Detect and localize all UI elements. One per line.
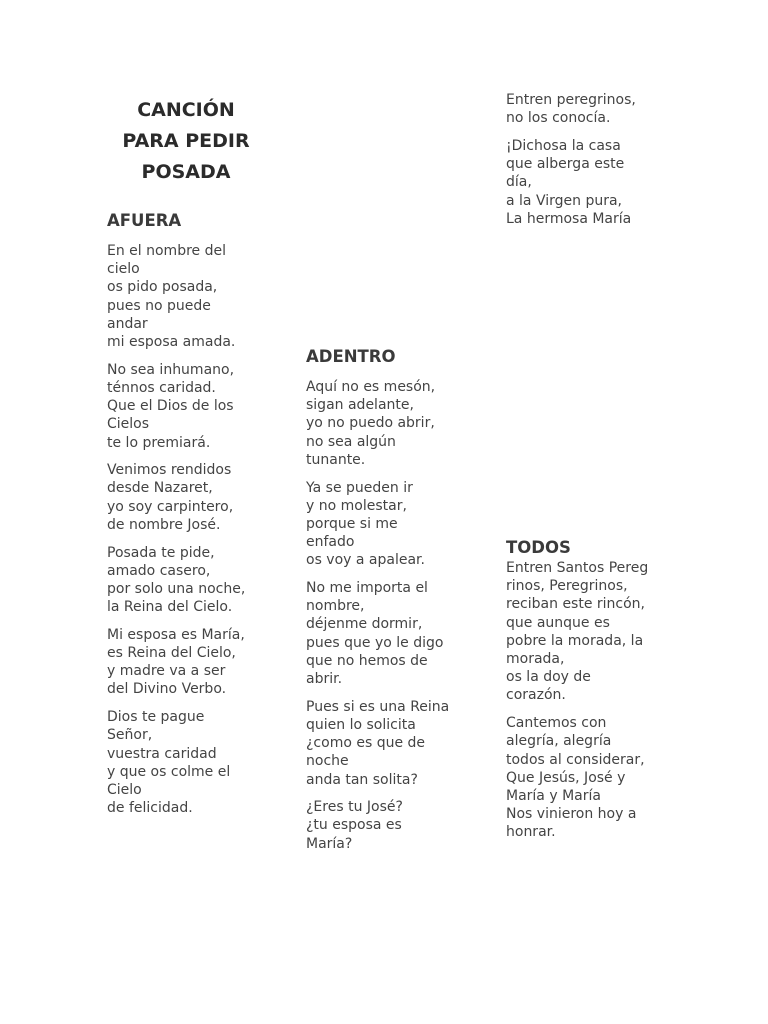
verse-line: María? bbox=[306, 835, 353, 852]
verse-line: déjenme dormir, bbox=[306, 616, 423, 633]
stanza bbox=[107, 361, 267, 452]
page-title: CANCIÓN PARA PEDIR POSADA bbox=[122, 99, 250, 183]
verse-line: tunante. bbox=[306, 451, 366, 468]
verse-line: os pido posada, bbox=[107, 279, 218, 296]
verse-line: ¡Dichosa la casa bbox=[506, 137, 621, 154]
verse-line: Cantemos con bbox=[506, 715, 607, 732]
stanza bbox=[506, 91, 666, 127]
heading-adentro: ADENTRO bbox=[306, 347, 396, 366]
verse-line: no los conocía. bbox=[506, 110, 611, 127]
verse-line: de nombre José. bbox=[107, 516, 221, 533]
verse-line: Mi esposa es María, bbox=[107, 626, 245, 643]
verse-line: anda tan solita? bbox=[306, 771, 418, 788]
verse-line: ¿tu esposa es bbox=[306, 817, 402, 834]
verse-line: que aunque es bbox=[506, 614, 610, 631]
verse-line: que alberga este bbox=[506, 156, 625, 173]
verse-line: y no molestar, bbox=[306, 497, 407, 514]
stanza bbox=[306, 698, 466, 789]
verse-line: Dios te pague bbox=[107, 709, 205, 726]
verse-line: abrir. bbox=[306, 671, 343, 688]
heading-todos: TODOS bbox=[506, 538, 571, 557]
stanza bbox=[306, 579, 466, 688]
verse-line: Señor, bbox=[107, 727, 153, 744]
verse-line: todos al considerar, bbox=[506, 751, 645, 768]
verse-line: Ya se pueden ir bbox=[306, 479, 413, 496]
verse-line: Entren peregrinos, bbox=[506, 92, 636, 108]
verse-line: ténnos caridad. bbox=[107, 379, 216, 396]
verse-line: ¿como es que de bbox=[306, 735, 426, 752]
verse-line: yo soy carpintero, bbox=[107, 498, 234, 515]
song-title bbox=[106, 95, 266, 188]
verse-line: os voy a apalear. bbox=[306, 552, 425, 569]
verse-line: la Reina del Cielo. bbox=[107, 599, 233, 616]
verse-line: por solo una noche, bbox=[107, 580, 246, 597]
verse-line: No me importa el bbox=[306, 580, 428, 597]
verse-line: En el nombre del bbox=[107, 243, 226, 259]
stanza bbox=[506, 559, 666, 705]
stanza bbox=[306, 378, 466, 469]
verse-line: os la doy de bbox=[506, 669, 591, 686]
verse-line: No sea inhumano, bbox=[107, 361, 235, 378]
verse-line: y que os colme el bbox=[107, 763, 231, 780]
stanza bbox=[107, 242, 267, 351]
verse-line: Posada te pide, bbox=[107, 544, 215, 561]
verse-line: morada, bbox=[506, 651, 565, 668]
heading-afuera: AFUERA bbox=[107, 211, 182, 230]
stanza bbox=[107, 461, 267, 534]
verse-line: mi esposa amada. bbox=[107, 334, 236, 351]
verse-line: pues no puede bbox=[107, 297, 211, 314]
verse-line: reciban este rincón, bbox=[506, 596, 646, 613]
adentro-verses bbox=[306, 378, 466, 862]
verse-line: desde Nazaret, bbox=[107, 480, 213, 497]
verse-line: andar bbox=[107, 315, 148, 332]
verse-line: no sea algún bbox=[306, 433, 396, 450]
verse-line: Cielo bbox=[107, 781, 142, 798]
verse-line: Aquí no es mesón, bbox=[306, 379, 436, 395]
verse-line: del Divino Verbo. bbox=[107, 681, 227, 698]
verse-line: quien lo solicita bbox=[306, 716, 416, 733]
verse-line: nombre, bbox=[306, 598, 365, 615]
verse-line: sigan adelante, bbox=[306, 397, 414, 414]
verse-line: La hermosa María bbox=[506, 210, 632, 227]
verse-line: día, bbox=[506, 174, 532, 191]
afuera-verses bbox=[107, 242, 267, 827]
verse-line: Cielos bbox=[107, 416, 150, 433]
stanza bbox=[107, 626, 267, 699]
verse-line: noche bbox=[306, 753, 349, 770]
stanza bbox=[306, 479, 466, 570]
verse-line: ¿Eres tu José? bbox=[306, 799, 403, 816]
verse-line: de felicidad. bbox=[107, 800, 193, 817]
verse-line: pobre la morada, la bbox=[506, 632, 644, 649]
stanza bbox=[107, 544, 267, 617]
verse-line: y madre va a ser bbox=[107, 663, 226, 680]
stanza bbox=[506, 714, 666, 841]
verse-line: amado casero, bbox=[107, 562, 211, 579]
verse-line: pues que yo le digo bbox=[306, 634, 444, 651]
verse-line: Nos vinieron hoy a bbox=[506, 806, 637, 823]
verse-line: corazón. bbox=[506, 687, 566, 704]
verse-line: enfado bbox=[306, 534, 355, 551]
verse-line: que no hemos de bbox=[306, 652, 428, 669]
verse-line: Venimos rendidos bbox=[107, 462, 232, 479]
verse-line: Pues si es una Reina bbox=[306, 698, 450, 715]
verse-line: alegría, alegría bbox=[506, 733, 612, 750]
stanza bbox=[306, 798, 466, 853]
verse-line: Que Jesús, José y bbox=[506, 769, 626, 786]
stanza bbox=[506, 137, 666, 228]
verse-line: vuestra caridad bbox=[107, 745, 217, 762]
todos-verses bbox=[506, 559, 666, 851]
verse-line: Que el Dios de los bbox=[107, 398, 234, 415]
entren-verses bbox=[506, 91, 666, 237]
verse-line: honrar. bbox=[506, 824, 556, 841]
verse-line: es Reina del Cielo, bbox=[107, 645, 236, 662]
verse-line: Entren Santos Pereg bbox=[506, 560, 649, 576]
verse-line: yo no puedo abrir, bbox=[306, 415, 435, 432]
verse-line: cielo bbox=[107, 261, 140, 278]
verse-line: rinos, Peregrinos, bbox=[506, 578, 628, 595]
verse-line: María y María bbox=[506, 787, 601, 804]
verse-line: porque si me bbox=[306, 515, 398, 532]
stanza bbox=[107, 708, 267, 817]
verse-line: a la Virgen pura, bbox=[506, 192, 622, 209]
verse-line: te lo premiará. bbox=[107, 434, 211, 451]
